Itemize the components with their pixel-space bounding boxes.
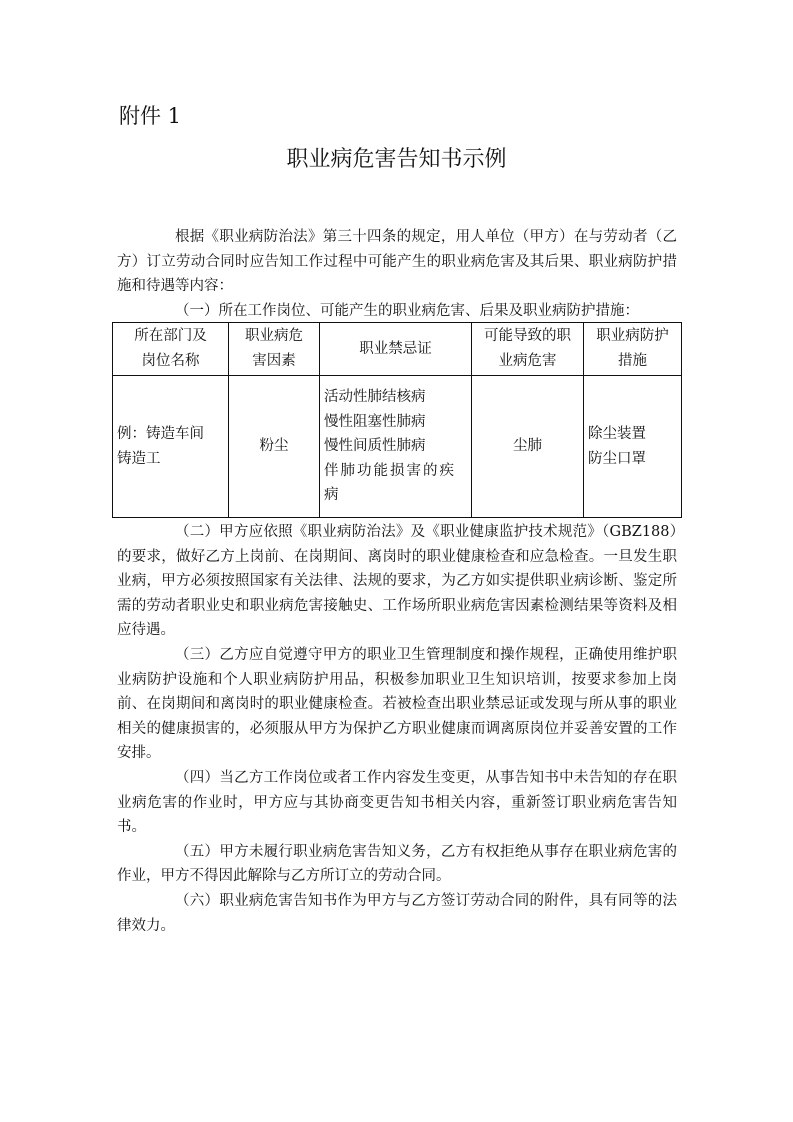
clauses-section [117,520,677,938]
cell-factor: 粉尘 [229,376,320,518]
header-factor: 职业病危 害因素 [229,323,320,376]
cell-disease: 尘肺 [472,376,584,518]
clause-5: （五）甲方未履行职业病危害告知义务，乙方有权拒绝从事存在职业病危害的作业，甲方不得因此解除与乙方所订立的劳动合同。 [117,843,677,885]
header-contraindication: 职业禁忌证 [320,323,472,376]
table-header-row [113,323,682,376]
intro-section [117,225,677,323]
intro-paragraph: 根据《职业病防治法》第三十四条的规定，用人单位（甲方）在与劳动者（乙方）订立劳动合同时应告知工作过程中可能产生的职业病危害及其后果、职业病防护措施和待遇等内容： [117,229,677,295]
clause-3: （三）乙方应自觉遵守甲方的职业卫生管理制度和操作规程，正确使用维护职业病防护设施和个人职业病防护用品，积极参加职业卫生知识培训，按要求参加上岗前、在岗期间和离岗时的职业健康检查。若被检查出职业禁忌证或发现与所从事的职业相关的健康损害的，必须服从甲方为保护乙方职业健康而调离原岗位并妥善安置的工作安排。 [117,646,677,762]
header-protection: 职业病防护 措施 [584,323,682,376]
header-dept: 所在部门及 岗位名称 [113,323,229,376]
hazard-table [112,322,682,518]
clause-2: （二）甲方应依照《职业病防治法》及《职业健康监护技术规范》（GBZ188）的要求，做好乙方上岗前、在岗期间、离岗时的职业健康检查和应急检查。一旦发生职业病，甲方必须按照国家有关法律、法规的要求，为乙方如实提供职业病诊断、鉴定所需的劳动者职业史和职业病危害接触史、工作场所职业病危害因素检测结果等资料及相应待遇。 [117,524,677,639]
table-row [113,376,682,518]
clause-6: （六）职业病危害告知书作为甲方与乙方签订劳动合同的附件，具有同等的法律效力。 [117,892,677,934]
header-disease: 可能导致的职 业病危害 [472,323,584,376]
document-title: 职业病危害告知书示例 [286,147,507,172]
cell-contraindication: 活动性肺结核病 慢性阻塞性肺病 慢性间质性肺病 伴肺功能损害的疾 病 [320,376,472,518]
section1-heading: （一）所在工作岗位、可能产生的职业病危害、后果及职业病防护措施： [175,302,639,319]
cell-dept: 例：铸造车间 铸造工 [113,376,229,518]
cell-protection: 除尘装置 防尘口罩 [584,376,682,518]
clause-4: （四）当乙方工作岗位或者工作内容发生变更，从事告知书中未告知的存在职业病危害的作业时，甲方应与其协商变更告知书相关内容，重新签订职业病危害告知书。 [117,769,677,836]
attachment-label: 附件 1 [119,104,182,128]
